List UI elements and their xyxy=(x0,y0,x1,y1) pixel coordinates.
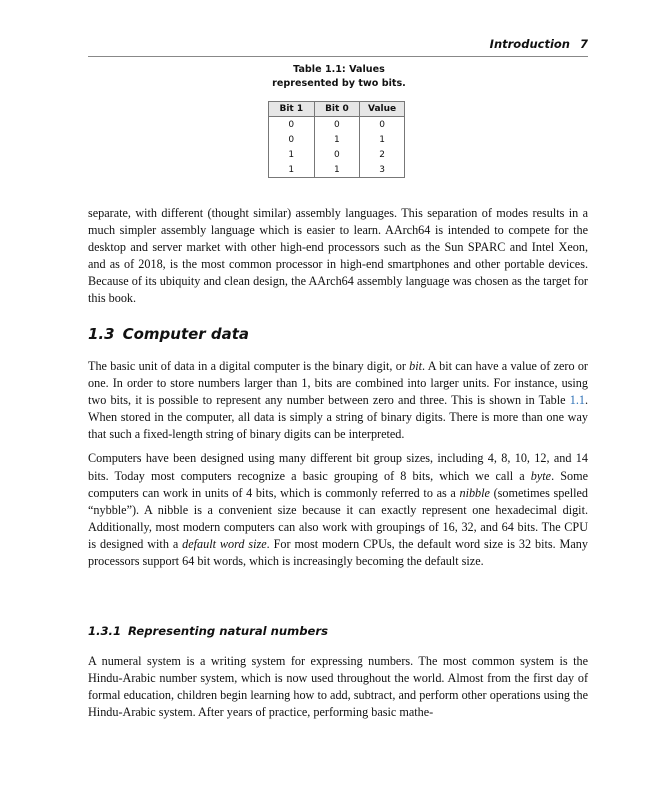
paragraph-numeral-system: A numeral system is a writing system for expressing numbers. The most common system is the Hindu-Arabic number system, which is now used throughout the world. Almost from the first day of formal education, children begin learning how to add, subtract, and perform other operations using the Hindu-Arabic system. After years of practice, performing basic mathe- xyxy=(88,654,588,720)
table-cell: 1 xyxy=(314,132,360,147)
paragraph-bit xyxy=(88,358,588,443)
chapter-title: Introduction xyxy=(489,37,570,51)
paragraph-byte xyxy=(88,450,588,570)
table-cell: 0 xyxy=(360,117,405,133)
section-number: 1.3 xyxy=(88,325,115,343)
table-cell: 1 xyxy=(314,162,360,178)
table-cell: 1 xyxy=(269,162,315,178)
term-bit: bit xyxy=(409,359,423,373)
term-byte: byte xyxy=(530,468,552,483)
section-heading xyxy=(88,325,249,343)
table-cell: 3 xyxy=(360,162,405,178)
table-caption-line1: Values xyxy=(349,64,385,75)
header-rule xyxy=(88,56,588,57)
table-cell: 0 xyxy=(269,117,315,133)
table-cell: 1 xyxy=(269,147,315,162)
table-caption-line2: represented by two bits. xyxy=(272,78,406,89)
term-nibble: nibble xyxy=(459,485,490,500)
table-cell: 1 xyxy=(360,132,405,147)
subsection-heading xyxy=(88,624,328,638)
table-row xyxy=(269,132,405,147)
table-cell: 2 xyxy=(360,147,405,162)
column-header-value: Value xyxy=(360,102,405,117)
text-run: The basic unit of data in a digital computer is the binary digit, or xyxy=(88,359,410,373)
text-run: . A bit can have a value of zero or one. In order to store numbers larger than 1, bits are combined into larger units. For instance, using two bits, it is possible to represent any number between zero and three. This is shown in Table xyxy=(88,359,588,408)
text-run: (sometimes spelled “nybble”). A nibble is a convenient size because it can exactly represent one hexadecimal digit. Additionally, most modern computers can also work with groupings of 16, 32, and 64 bits. The CPU is designed with a xyxy=(88,485,588,551)
table-caption xyxy=(254,63,424,91)
column-header-bit0: Bit 0 xyxy=(314,102,360,117)
column-header-bit1: Bit 1 xyxy=(269,102,315,117)
text-run: . Some computers can work in units of 4 bits, which is commonly referred to as a xyxy=(88,468,588,500)
section-body xyxy=(88,358,588,577)
subsection-body xyxy=(88,653,588,728)
subsection-title: Representing natural numbers xyxy=(128,624,329,638)
running-header xyxy=(88,37,588,51)
subsection-number: 1.3.1 xyxy=(88,624,122,638)
table-label: Table 1.1: xyxy=(293,64,346,75)
section-title: Computer data xyxy=(122,325,250,343)
intro-paragraph: separate, with different (thought similar) assembly languages. This separation of modes results in a much simpler assembly language which is easier to learn. AArch64 is intended to compete for the desktop and server market with other high-end processors such as the Sun SPARC and Intel Xeon, and as of 2018, is the most common processor in high-end smartphones and other portable devices. Because of its ubiquity and clean design, the AArch64 assembly language was chosen as the target for this book. xyxy=(88,206,588,306)
table-cell: 0 xyxy=(314,147,360,162)
bits-value-table xyxy=(268,101,405,178)
text-run: Computers have been designed using many different bit group sizes, including 4, 8, 10, 12, and 14 bits. Today most computers recognize a basic grouping of 8 bits, which we call a xyxy=(88,451,588,483)
text-run: . For most modern CPUs, the default word size is 32 bits. Many processors support 64 bit words, which is increasingly becoming the default size. xyxy=(88,536,588,569)
table-reference-link[interactable]: 1.1 xyxy=(569,393,585,408)
page-number: 7 xyxy=(579,37,588,51)
table-cell: 0 xyxy=(314,117,360,133)
table-cell: 0 xyxy=(269,132,315,147)
intro-text xyxy=(88,205,588,315)
term-default-word-size: default word size xyxy=(182,536,267,551)
table-row xyxy=(269,117,405,133)
text-run: . When stored in the computer, all data is simply a string of binary digits. There is more than one way that such a fixed-length string of binary digits can be interpreted. xyxy=(88,393,588,442)
table-row xyxy=(269,162,405,178)
table-header-row xyxy=(269,102,405,117)
table-row xyxy=(269,147,405,162)
